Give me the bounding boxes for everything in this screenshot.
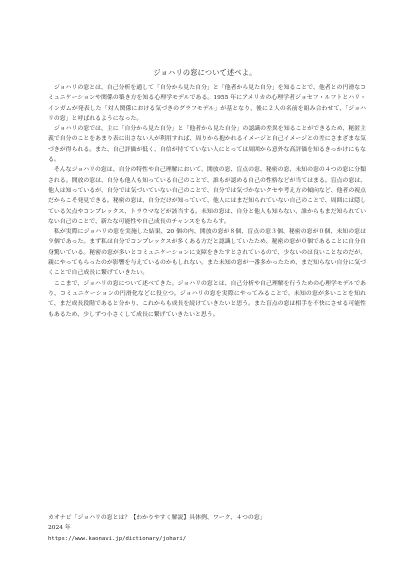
paragraph-2: ジョハリの窓では、主に「自分から見た自分」と「他者から見た自分」の認識の差異を知ることができるため、秘匿主義で自分のことをあまり表に出さない人が利用すれば、周りから抱かれるイメージと自己イメージとの差にさまざまな気づきが得られる。また、自己評価が低く、自信が持てていない人にとっては周囲から意外な高評価を知るきっかけにもなる。	[48, 126, 366, 164]
reference-url[interactable]: https://www.kaonavi.jp/dictionary/johari/	[48, 535, 187, 542]
paragraph-5: ここまで、ジョハリの窓について述べてきた。ジョハリの窓とは、自己分析や自己理解を行うための心理学モデルであり、コミュニケーションの円滑化などに役立つ。ジョハリの窓を実際にやってみることで、未知の窓が多いことを知れて、まだ成長段階であると分かり、これからも成長を続けていきたいと思う。また盲点の窓は相手を不快にさせる可能性もあるため、少しずつ小さくして成長に繋げていきたいと思う。	[48, 280, 366, 318]
document-title: ジョハリの窓について述べよ。	[153, 68, 257, 77]
document-body	[48, 83, 366, 320]
paragraph-3: そんなジョハリの窓は、自分の特性や自己理解において、開放の窓、盲点の窓、秘密の窓、未知の窓の４つの窓に分類される。開放の窓は、自分も他人も知っている自己のことで、誰もが認める自己の性格などが当てはまる。盲点の窓は、他人は知っているが、自分では気づいていない自己のことで、自分では気づかないクセや考え方の傾向など、他者の視点だからこそ発見できる。秘密の窓は、自分だけが知っていて、他人にはまだ知られていない自己のことで、周囲には隠している欠点やコンプレックス、トラウマなどが該当する。未知の窓は、自分と他人も知らない、誰からもまだ知られていない自己のことで、新たな可能性や自己成長のチャンスをもたらす。	[48, 167, 366, 225]
paragraph-4: 私が実際にジョハリの窓を実施した結果、20 個の内、開放の窓が８個、盲点の窓３個、秘密の窓が０個、未知の窓は９個であった。まず私は自分でコンプレックスが多くある方だと認識していたため、秘密の窓が０個であることに自分自身驚いている。秘密の窓が多いとコミュニケーションに支障をきたすとされているので、少ないのは良いことなのだが、親にやってもらったのが影響を与えているのかもしれない。また未知の窓が一番多かったため、まだ知らない自分に気づくことで自己成長に繋げていきたい。	[48, 229, 366, 277]
paragraph-1: ジョハリの窓とは、自己分析を通して「自分から見た自分」と「他者から見た自分」を知ることで、他者との円滑なコミュニケーションや関係の築き方を知る心理学モデルである。1955 年にアメリカの心理学者ジョセフ・ルフトとハリ・インガムが発表した「対人関係における気づきのグラフモデル」が基となり、後に２人の名前を組み合わせて、「ジョハリの窓」と呼ばれるようになった。	[48, 85, 366, 122]
reference-year: 2024 年	[48, 525, 71, 532]
reference-title: カオナビ「ジョハリの窓とは？【わかりやすく解説】具体例、ワーク、４つの窓」	[48, 515, 266, 521]
references	[48, 513, 368, 544]
